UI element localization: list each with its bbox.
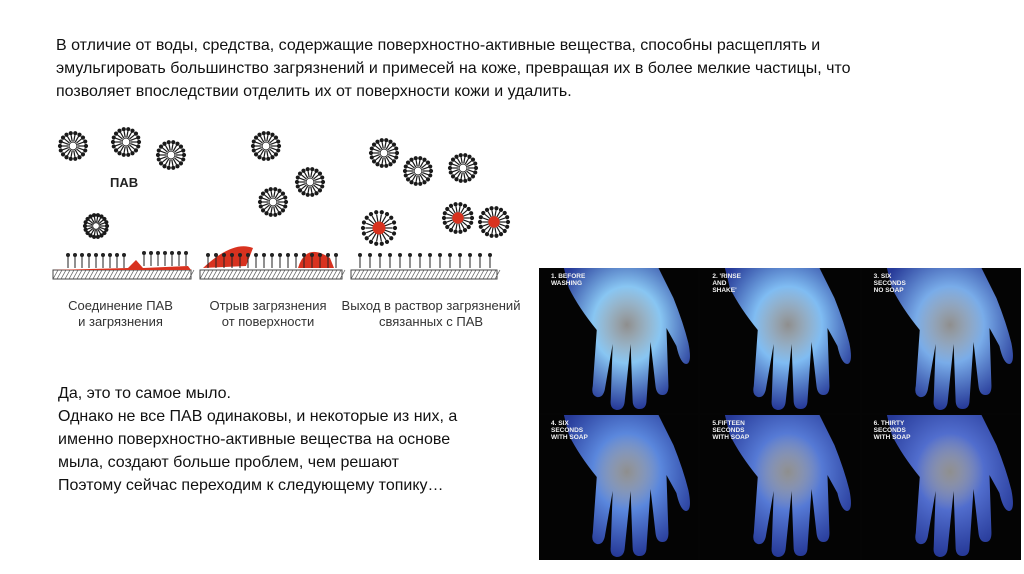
panel-label: 1. BEFORE WASHING — [551, 273, 586, 287]
body-line: Да, это то самое мыло. — [58, 385, 231, 402]
micelle — [156, 140, 186, 170]
panel-label: 5.FIFTEEN SECONDS WITH SOAP — [712, 420, 750, 441]
micelle — [369, 138, 399, 168]
hand-image — [539, 268, 698, 413]
micelle — [83, 213, 109, 239]
intro-paragraph — [56, 34, 956, 103]
body-line: мыла, создают больше проблем, чем решают — [58, 454, 399, 471]
micelle — [251, 131, 281, 161]
micelle-with-dirt — [361, 210, 397, 246]
photo-panel-2 — [700, 268, 859, 413]
intro-line: В отличие от воды, средства, содержащие поверхностно-активные вещества, способны расщеплять и — [56, 37, 821, 54]
micelle-with-dirt — [442, 202, 474, 234]
panel-label: 6. THIRTY SECONDS WITH SOAP — [873, 420, 911, 441]
caption-2 — [196, 298, 340, 330]
caption-2-line1: Отрыв загрязнения — [209, 298, 327, 313]
body-line: именно поверхностно-активные вещества на основе — [58, 431, 451, 448]
caption-3-line2: связанных с ПАВ — [378, 314, 484, 329]
panel-label: 4. SIX SECONDS WITH SOAP — [551, 420, 588, 441]
handwashing-photo-grid — [539, 268, 1021, 560]
photo-panel-6 — [862, 415, 1021, 560]
micelle — [111, 127, 141, 157]
caption-1-line2: и загрязнения — [78, 314, 163, 329]
micelle — [448, 153, 478, 183]
caption-1-line1: Соединение ПАВ — [68, 298, 173, 313]
intro-line: эмульгировать большинство загрязнений и примесей на коже, превращая их в более мелкие частицы, что — [56, 60, 851, 77]
micelle — [403, 156, 433, 186]
panel-label: 3. SIX SECONDS NO SOAP — [873, 273, 906, 294]
body-line: Поэтому сейчас переходим к следующему топику… — [58, 477, 444, 494]
micelle-with-dirt — [478, 206, 510, 238]
caption-3 — [336, 298, 526, 330]
photo-panel-1 — [539, 268, 698, 413]
photo-panel-4 — [539, 415, 698, 560]
caption-1 — [48, 298, 193, 330]
pav-label: ПАВ — [110, 175, 139, 190]
caption-3-line1: Выход в раствор загрязнений — [341, 298, 521, 313]
micelle — [258, 187, 288, 217]
surfactant-diagram — [48, 120, 528, 350]
photo-panel-5 — [700, 415, 859, 560]
body-paragraph — [58, 382, 518, 497]
caption-2-line2: от поверхности — [221, 314, 315, 329]
photo-panel-3 — [862, 268, 1021, 413]
panel-label: 2. 'RINSE AND SHAKE' — [712, 273, 741, 294]
micelle — [295, 167, 325, 197]
dirt-lump-2a — [203, 246, 253, 268]
intro-line: позволяет впоследствии отделить их от поверхности кожи и удалить. — [56, 83, 572, 100]
micelle — [58, 131, 88, 161]
body-line: Однако не все ПАВ одинаковы, и некоторые из них, а — [58, 408, 458, 425]
dirt-layer-1 — [53, 260, 191, 270]
